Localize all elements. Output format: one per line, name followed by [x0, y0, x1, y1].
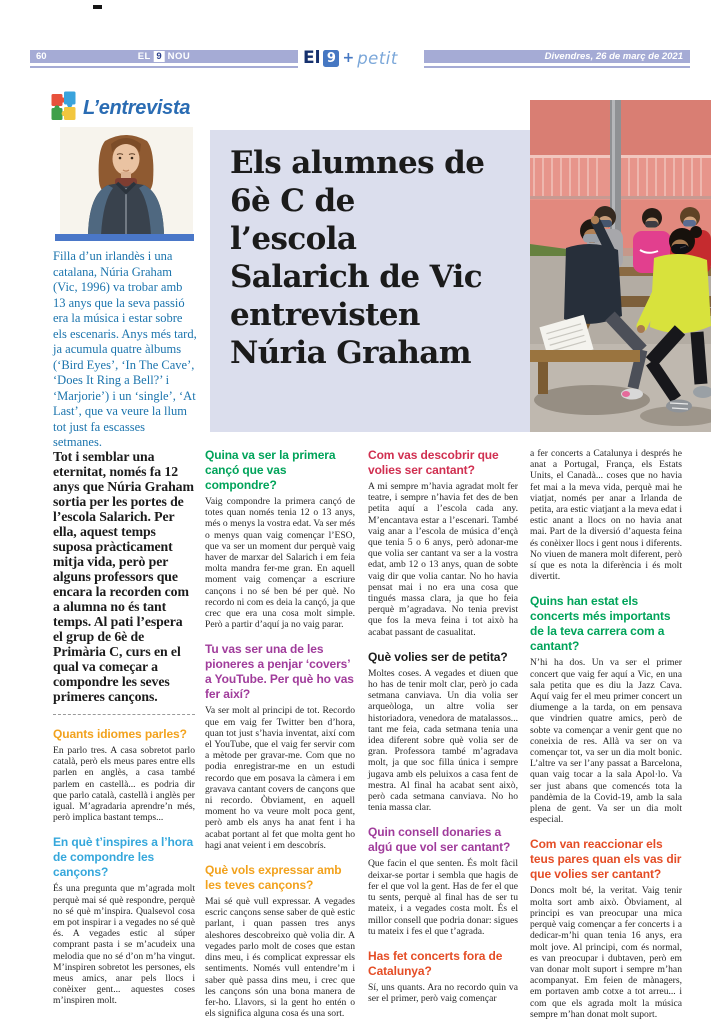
masthead-nine-badge: 9 [154, 51, 165, 62]
dashed-divider [53, 714, 195, 715]
section-header [51, 91, 190, 126]
answer-text: Mai sé què vull expressar. A vegades escric cançons sense saber de què estic parlant, i quan passen tres anys aleshores descobreixo què volia dir. A vegades parlo molt de coses que estan dins meu, i és complicat expressar els sentiments. Només vull entendre’m i saber què passa dins meu, i crec que les cançons són una bona manera de fer-ho. Llavors, si la gent ho entén o els significa alguna cosa és una sort. [205, 896, 355, 1020]
question-heading: Quin consell donaries a algú que vol ser cantant? [368, 825, 511, 855]
masthead-rule-left [30, 66, 298, 68]
question-heading: Què volies ser de petita? [368, 649, 508, 664]
question-heading: Quants idiomes parles? [53, 727, 187, 741]
masthead-nou: NOU [167, 51, 191, 62]
article-column-2 [205, 446, 355, 1019]
answer-text: En parlo tres. A casa sobretot parlo català, però els meus pares entre ells parlen en anglès, a casa també parlem en castellà... es podria dir que parlo català, castellà i anglès per igual. M’agradaria aprendre’n més, però implica bastant temps... [53, 745, 195, 824]
answer-text: Doncs molt bé, la veritat. Vaig tenir molta sort amb això. Òbviament, al principi es van preocupar una mica perquè vaig començar a fer concerts i a dedicar-m’hi quan tenia 16 anys, era molt jove. Al principi, com és normal, es van preocupar i dubtaven, però em van donar molt suport i sempre m’han acompanyat. Em feien de mànagers, em portaven amb cotxe a tot arreu... i com que els agrada molt la música sempre m’han donat molt suport. [530, 885, 682, 1020]
qa-item [368, 949, 518, 1004]
logo-el: El [303, 48, 321, 68]
headline-block [210, 130, 530, 432]
page-number: 60 [36, 51, 47, 62]
article-lead: Tot i semblar una eternitat, només fa 12 anys que Núria Graham sortia per les portes de l’escola Salarich. Per ella, aquest temps suposa pràcticament mitja vida, però per alguns professors que encara la recorden com a alumna no és tant temps. Al pati l’espera el grup de 6è de Primària C, curs en el qual va começar a compondre les seves primeres cançons. [53, 449, 194, 704]
section-title: L’entrevista [83, 97, 191, 119]
answer-text: Vaig compondre la primera cançó de totes quan només tenia 12 o 13 anys, més o menys la vostra edat. Va ser més o menys quan vaig començar l’ESO, que va ser un moment dur perquè vaig haver de marxar del Salarich i em feia molta mandra fer-me gran. En aquell moment vaig començar a escriure cançons i no sé ben bé per què. No recordo ni com es deia la cançó, ja que crec que era una cosa molt simple. Però a partir d’aquí ja no vaig parar. [205, 496, 355, 631]
article-intro: Filla d’un irlandès i una catalana, Núria Graham (Vic, 1996) va trobar amb 13 anys que la seva passió era la música i estar sobre els escenaris. Anys més tard, ja acumula quatre àlbums (‘Bird Eyes’, ‘In The Cave’, ‘Does It Ring a Bell?’ i ‘Marjorie’) i un ‘single’, ‘At Last’, que va veure la llum tot just fa escasses setmanes. [53, 249, 197, 449]
answer-text: Moltes coses. A vegades et diuen que ho has de tenir molt clar, però jo cada setmana canviava. Un dia volia ser arqueòloga, un altre volia ser historiadora, venedora de matalassos... tant me feia, cada setmana tenia una idea diferent sobre què volia ser de gran. Professora també m’agradava molt, ja que soc filla única i sempre jugava amb els peluixos a casa fent de mestra. Al final ha acabat sent això, però cada setmana canviava. No ho tenia massa clar. [368, 667, 518, 814]
answer-text: N’hi ha dos. Un va ser el primer concert que vaig fer aquí a Vic, en una sala petita que es diu la Jazz Cava. Aquí vaig fer el meu primer concert un diumenge a la tarda, on em pensava que vindrien quatre amics, però de sobte va començar a venir gent que no coneixia de res. Allà va ser on va començar tot, va ser un dia molt bonic. L’altre va ser l’any passat a Barcelona, quan vaig tocar a la sala Apol·lo. Va ser just abans que comencés tota la pandèmia de la Covid-19, amb la sala plena de gent. Va ser un dia molt especial. [530, 657, 682, 826]
question-heading: Tu vas ser una de les pioneres a penjar ‘covers’ a YouTube. Per què ho vas fer així? [205, 642, 354, 702]
logo-plus: + [342, 50, 355, 66]
masthead-bar [30, 50, 298, 63]
qa-item [530, 594, 682, 825]
question-heading: Com van reaccionar els teus pares quan els vas dir que volies ser cantant? [530, 837, 682, 882]
question-heading: Quina va ser la primera cançó que vas compondre? [205, 448, 336, 492]
qa-item [205, 863, 355, 1019]
answer-text: Que facin el que senten. És molt fàcil deixar-se portar i sembla que hagis de fer el que vol la gent. Has de fer el que tu sents, perquè al final has de ser tu mateix, i a vegades costa molt. És el millor consell que podria donar: sigues tu mateix i fes el que t’agrada. [368, 858, 518, 937]
answer-continuation: a fer concerts a Catalunya i després he anat a Portugal, França, els Estats Units, el Canadà... coses que no havia fet mai a la meva vida, perquè mai he viatjat, només per anar a Irlanda de petita, ara estic viatjant a la meva edat i estic anant a llocs on no havia anat mai. Part de la diversió d’aquesta feina és conèixer llocs i gent nous i diferents. No viuen de manera molt diferent, però sí que es nota la diferència i és molt divertit. [530, 448, 682, 583]
print-crop-mark [93, 5, 102, 9]
answer-text: Sí, uns quants. Ara no recordo quin va ser el primer, però vaig començar [368, 981, 518, 1005]
answer-text: Va ser molt al principi de tot. Recordo que em vaig fer Twitter ben d’hora, quan tot just s’havia inventat, així com el YouTube, que el vaig fer servir com a mètode per gravar-me. Com que no podia enregistrar-me en un estudi recordo que em posava la càmera i em gravava cantant covers de cançons que ni recordo. Òbviament, en aquell moment ho va veure molt poca gent, però amb els anys ha anat fent i ha acabat portant al fet que molta gent ho hagi anat veient i em descobrís. [205, 705, 355, 851]
issue-date: Divendres, 26 de març de 2021 [544, 51, 683, 62]
qa-item [368, 448, 518, 638]
qa-item [205, 642, 355, 851]
portrait-underline-bar [55, 234, 194, 241]
article-headline: Els alumnes de 6è C de l’escola Salarich de Vic entrevisten Núria Graham [230, 145, 485, 371]
article-column-3 [368, 446, 518, 1004]
question-heading: Quins han estat els concerts més importants de la teva carrera com a cantant? [530, 594, 671, 654]
article-column-4 [530, 446, 682, 1020]
masthead-rule-right [424, 66, 690, 68]
logo-nine-badge: 9 [323, 50, 339, 67]
question-heading: Has fet concerts fora de Catalunya? [368, 948, 503, 978]
answer-text: És una pregunta que m’agrada molt perquè mai sé què respondre, perquè no sé què m’inspira. Qualsevol cosa em pot inspirar i a vegades no sé què és. A vegades estic al súper comprant pasta i se m’acudeix una melodia que no sé d’on m’ha vingut. M’inspiren sobretot les persones, els meus amics, anar pels llocs i conèixer gent... aquestes coses m’inspiren molt. [53, 883, 195, 1007]
students-interview-photo [530, 100, 711, 432]
qa-item [530, 837, 682, 1019]
puzzle-icon [51, 91, 76, 126]
answer-text: A mi sempre m’havia agradat molt fer teatre, i sempre n’havia fet des de ben petita aquí a l’escola cada any. M’encantava estar a l’escenari. També vaig anar a l’escola de música d’ençà que tenia 5 o 6 anys, però adonar-me que volia ser cantant va ser a la vostra edat, amb 12 o 13 anys, quan de sobte vaig dir que volia cantar. No ho havia pensat mai i no era una cosa que tingués massa clara, ja que ho feia perquè m’agradava. No tenia previst que fos la meva feina i tot això ha acabat passant de casualitat. [368, 481, 518, 638]
el9petit-logo [303, 45, 421, 71]
masthead-el9nou [138, 51, 191, 62]
qa-item [205, 448, 355, 630]
masthead-el: EL [137, 51, 151, 62]
article-column-1 [53, 449, 195, 1007]
nuria-graham-portrait-photo [60, 127, 193, 235]
date-bar [424, 50, 690, 63]
question-heading: Què vols expressar amb les teves cançons? [205, 863, 342, 893]
question-heading: En què t’inspires a l’hora de compondre les cançons? [53, 835, 194, 880]
qa-item [368, 650, 518, 814]
qa-item [53, 727, 195, 823]
question-heading: Com vas descobrir que volies ser cantant? [368, 448, 499, 477]
qa-item [368, 825, 518, 936]
qa-item [53, 835, 195, 1006]
logo-petit: petit [357, 48, 398, 68]
